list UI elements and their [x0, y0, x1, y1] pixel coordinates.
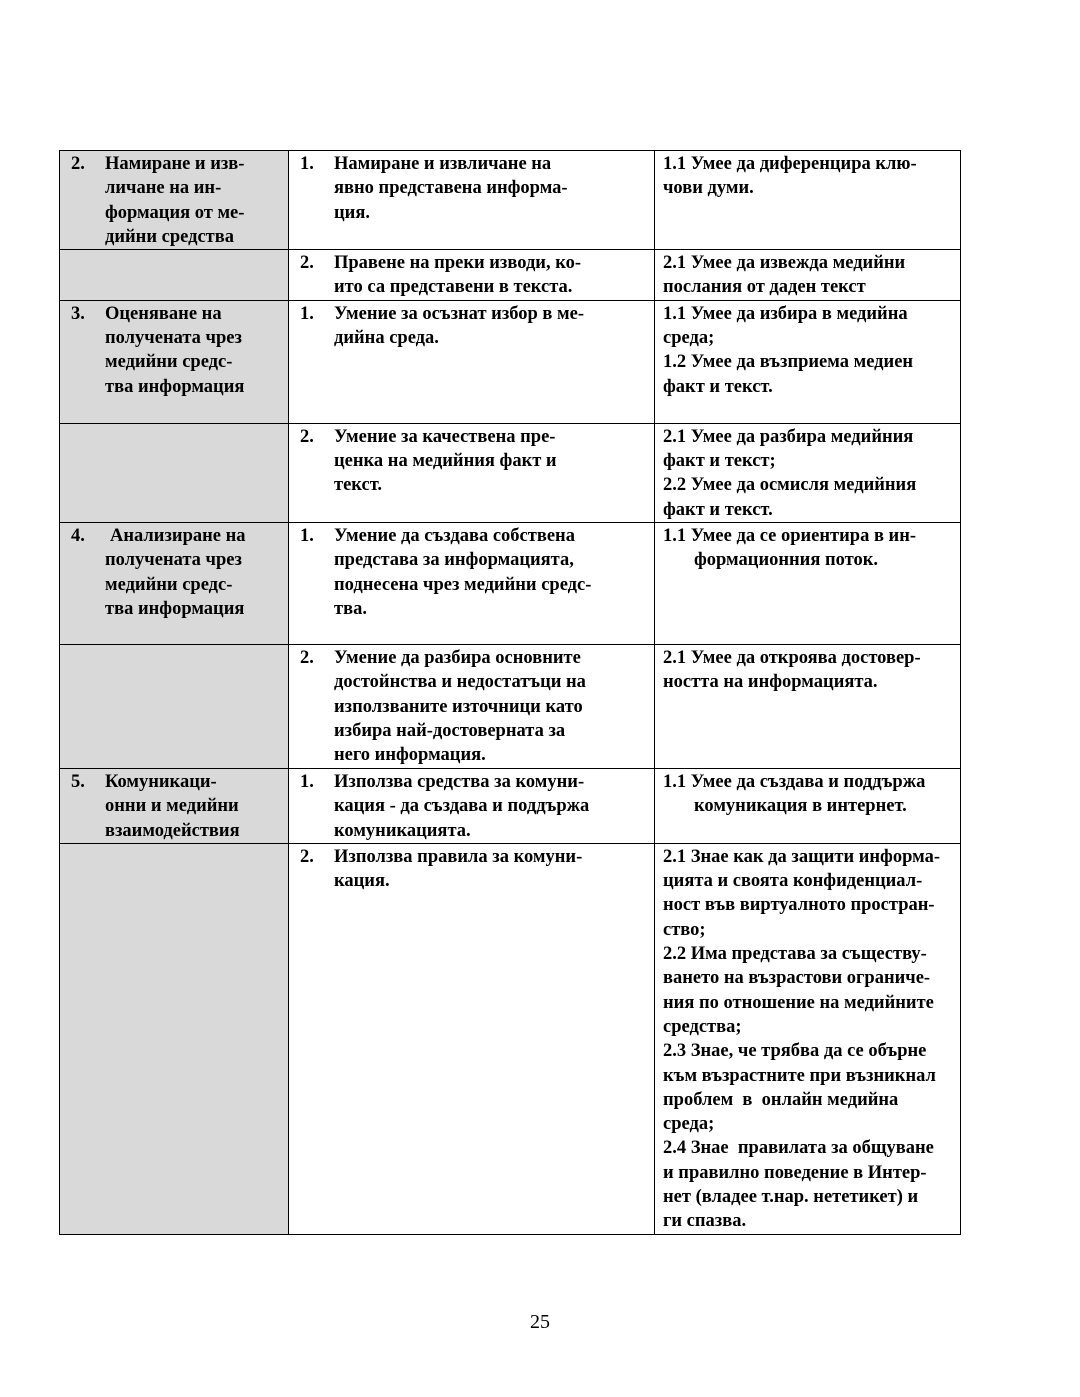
outcome-line: 1.1 Умее да създава и поддържа	[663, 771, 926, 792]
section-cell-empty	[60, 644, 289, 768]
section-cell	[60, 300, 289, 423]
outcome-line: ги спазва.	[663, 1211, 747, 1232]
section-title-line: Намиране и изв-	[105, 154, 245, 174]
outcome-line: среда;	[663, 328, 715, 349]
skill-line: него информация.	[334, 745, 486, 766]
outcome-line: 1.2 Умее да възприема медиен	[663, 352, 914, 373]
skill-cell	[289, 644, 655, 768]
outcome-line: 1.1 Умее да диференцира клю-	[663, 154, 917, 174]
section-title-line: тва информация	[105, 598, 245, 619]
section-title-line: медийни средс-	[105, 574, 233, 595]
section-cell	[60, 151, 289, 250]
skill-line: Намиране и извличане на	[334, 154, 552, 174]
skill-cell	[289, 843, 655, 1234]
outcome-line: 2.1 Умее да разбира медийния	[663, 426, 914, 447]
outcome-line: проблем в онлайн медийна	[663, 1089, 899, 1110]
skill-line: Правене на преки изводи, ко-	[334, 253, 582, 274]
outcome-cell	[655, 522, 961, 644]
section-title-line: Анализиране на	[110, 525, 246, 546]
outcome-line: 2.1 Умее да извежда медийни	[663, 253, 906, 274]
skill-line: кация.	[334, 871, 390, 892]
skill-line: използваните източници като	[334, 696, 583, 717]
outcome-line: 2.1 Знае как да защити информа-	[663, 846, 941, 867]
competency-table	[59, 150, 961, 1235]
skill-cell	[289, 300, 655, 423]
outcome-line: ност във виртуалното простран-	[663, 895, 935, 916]
section-cell	[60, 522, 289, 644]
table-row	[60, 151, 961, 250]
skill-cell	[289, 151, 655, 250]
outcome-line: формационния поток.	[694, 550, 879, 571]
skill-number: 1.	[300, 303, 314, 324]
outcome-line: нет (владее т.нар. нететикет) и	[663, 1187, 919, 1208]
section-cell-empty	[60, 843, 289, 1234]
table-row	[60, 522, 961, 644]
section-title-line: получената чрез	[105, 550, 242, 571]
outcome-cell	[655, 644, 961, 768]
skill-cell	[289, 250, 655, 301]
skill-number: 1.	[300, 771, 314, 792]
outcome-cell	[655, 151, 961, 250]
skill-line: дийна среда.	[334, 328, 439, 349]
skill-line: Използва средства за комуни-	[334, 771, 585, 792]
skill-line: избира най-достоверната за	[334, 720, 566, 741]
skill-line: ценка на медийния факт и	[334, 451, 557, 472]
outcome-cell	[655, 250, 961, 301]
outcome-line: комуникация в интернет.	[694, 796, 907, 817]
section-title-line: медийни средс-	[105, 352, 233, 373]
skill-number: 2.	[300, 253, 314, 274]
skill-line: поднесена чрез медийни средс-	[334, 574, 592, 595]
outcome-line: 2.4 Знае правилата за общуване	[663, 1138, 934, 1159]
skill-number: 1.	[300, 154, 314, 174]
outcome-line: среда;	[663, 1114, 715, 1135]
table-row	[60, 423, 961, 522]
skill-number: 1.	[300, 525, 314, 546]
outcome-line: към възрастните при възникнал	[663, 1065, 936, 1086]
outcome-line: ство;	[663, 919, 706, 940]
page-number: 25	[530, 1311, 550, 1333]
outcome-cell	[655, 843, 961, 1234]
outcome-line: цията и своята конфиденциал-	[663, 871, 923, 892]
section-title-line: взаимодействия	[105, 820, 240, 841]
section-cell-empty	[60, 250, 289, 301]
section-cell	[60, 768, 289, 843]
outcome-line: 1.1 Умее да се ориентира в ин-	[663, 525, 917, 546]
skill-line: ция.	[334, 202, 370, 223]
section-number: 4.	[71, 525, 85, 546]
section-title-line: формация от ме-	[105, 202, 245, 223]
skill-line: достойнства и недостатъци на	[334, 672, 586, 693]
section-title-line: личане на ин-	[105, 178, 222, 199]
outcome-line: ността на информацията.	[663, 672, 878, 693]
skill-line: Умение за осъзнат избор в ме-	[334, 303, 585, 324]
skill-line: комуникацията.	[334, 820, 471, 841]
outcome-cell	[655, 300, 961, 423]
section-title-line: Оценяване на	[105, 303, 222, 324]
section-title-line: тва информация	[105, 376, 245, 397]
table-row	[60, 644, 961, 768]
table-row	[60, 768, 961, 843]
outcome-cell	[655, 768, 961, 843]
section-number: 5.	[71, 771, 85, 792]
outcome-line: 2.3 Знае, че трябва да се обърне	[663, 1041, 927, 1062]
outcome-line: 2.2 Има представа за съществу-	[663, 944, 927, 965]
outcome-line: 2.1 Умее да откроява достовер-	[663, 647, 921, 668]
skill-line: Използва правила за комуни-	[334, 846, 583, 867]
outcome-line: 2.2 Умее да осмисля медийния	[663, 475, 917, 496]
outcome-line: ването на възрастови ограниче-	[663, 968, 931, 989]
outcome-line: ния по отношение на медийните	[663, 992, 934, 1013]
section-number: 2.	[71, 154, 85, 174]
outcome-line: факт и текст.	[663, 376, 773, 397]
section-title-line: дийни средства	[105, 226, 234, 247]
skill-line: явно представена информа-	[334, 178, 568, 199]
skill-line: Умение да създава собствена	[334, 525, 575, 546]
section-title-line: онни и медийни	[105, 796, 239, 817]
skill-line: ито са представени в текста.	[334, 277, 573, 298]
skill-line: тва.	[334, 598, 367, 619]
outcome-line: средства;	[663, 1016, 742, 1037]
skill-number: 2.	[300, 647, 314, 668]
section-cell-empty	[60, 423, 289, 522]
skill-cell	[289, 522, 655, 644]
outcome-line: факт и текст;	[663, 451, 776, 472]
table-row	[60, 300, 961, 423]
skill-line: текст.	[334, 475, 383, 496]
section-title-line: Комуникаци-	[105, 771, 217, 792]
outcome-line: чови думи.	[663, 178, 754, 199]
skill-cell	[289, 423, 655, 522]
section-number: 3.	[71, 303, 85, 324]
section-title-line: получената чрез	[105, 328, 242, 349]
skill-number: 2.	[300, 426, 314, 447]
outcome-line: факт и текст.	[663, 499, 773, 520]
skill-line: Умение за качествена пре-	[334, 426, 556, 447]
skill-number: 2.	[300, 846, 314, 867]
skill-line: представа за информацията,	[334, 550, 574, 571]
skill-line: Умение да разбира основните	[334, 647, 581, 668]
outcome-line: и правилно поведение в Интер-	[663, 1162, 927, 1183]
skill-cell	[289, 768, 655, 843]
table-row	[60, 250, 961, 301]
outcome-line: 1.1 Умее да избира в медийна	[663, 303, 908, 324]
outcome-line: послания от даден текст	[663, 277, 866, 298]
table-row	[60, 843, 961, 1234]
outcome-cell	[655, 423, 961, 522]
skill-line: кация - да създава и поддържа	[334, 796, 590, 817]
